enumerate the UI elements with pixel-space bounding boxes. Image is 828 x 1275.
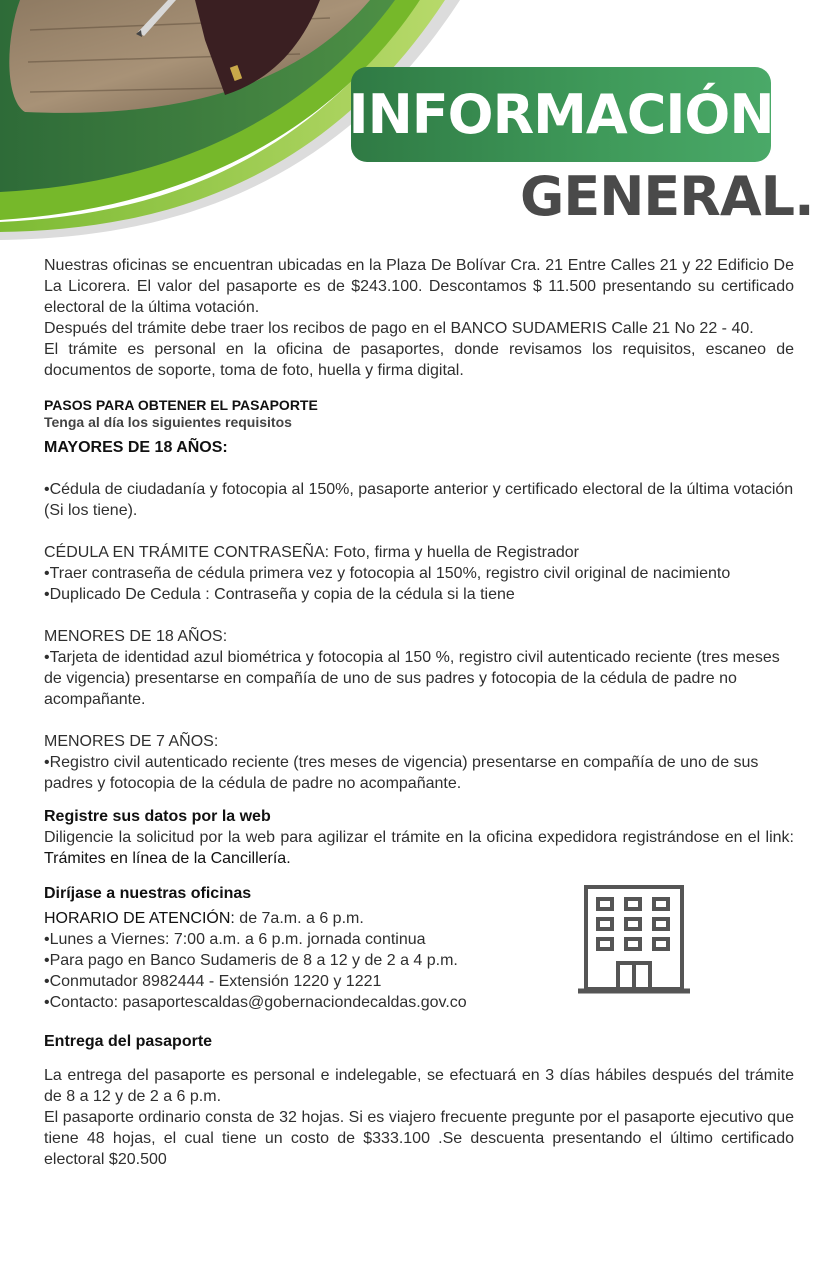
- intro-paragraph-1: Nuestras oficinas se encuentran ubicadas en la Plaza De Bolívar Cra. 21 Entre Calles 21 y 22 Edificio De La Licorera. El valor del pasaporte es de $243.100. Descontamos $ 11.500 presentando su certificado electoral de la última votación.: [44, 257, 794, 316]
- steps-heading: PASOS PARA OBTENER EL PASAPORTE: [44, 397, 318, 413]
- horario-label: HORARIO DE ATENCIÓN:: [44, 910, 235, 927]
- oficinas-section: [44, 883, 794, 1013]
- cedula-heading: CÉDULA EN TRÁMITE CONTRASEÑA: Foto, firma y huella de Registrador: [44, 544, 579, 561]
- steps-subheading: Tenga al día los siguientes requisitos: [44, 414, 292, 430]
- page-subtitle: GENERAL.: [520, 165, 814, 228]
- intro-paragraph-3: El trámite es personal en la oficina de pasaportes, donde revisamos los requisitos, escaneo de documentos de soporte, toma de foto, huella y firma digital.: [44, 341, 794, 379]
- title-box: [348, 67, 774, 162]
- menores18-item-1: •Tarjeta de identidad azul biométrica y fotocopia al 150 %, registro civil autenticado reciente (tres meses de vigencia) presentarse en compañía de uno de sus padres y fotocopia de la cédula de padre no acompañante.: [44, 649, 780, 708]
- mayores-heading: MAYORES DE 18 AÑOS:: [44, 439, 228, 456]
- entrega-paragraph-1: La entrega del pasaporte es personal e indelegable, se efectuará en 3 días hábiles después del trámite de 8 a 12 y de 2 a 6 p.m.: [44, 1067, 794, 1105]
- cedula-item-1: •Traer contraseña de cédula primera vez y fotocopia al 150%, registro civil original de nacimiento: [44, 565, 731, 582]
- mayores-item-1: •Cédula de ciudadanía y fotocopia al 150%, pasaporte anterior y certificado electoral de la última votación (Si los tiene).: [44, 481, 794, 519]
- oficinas-item-1: •Lunes a Viernes: 7:00 a.m. a 6 p.m. jornada continua: [44, 931, 426, 948]
- cedula-item-2: •Duplicado De Cedula : Contraseña y copia de la cédula si la tiene: [44, 586, 515, 603]
- cancilleria-link[interactable]: Trámites en línea de la Cancillería.: [44, 850, 291, 867]
- menores18-heading: MENORES DE 18 AÑOS:: [44, 628, 228, 645]
- registro-text-body: Diligencie la solicitud por la web para agilizar el trámite en la oficina expedidora registrándose en el link:: [44, 829, 794, 846]
- intro-paragraph-2: Después del trámite debe traer los recibos de pago en el BANCO SUDAMERIS Calle 21 No 22 - 40.: [44, 320, 754, 337]
- registro-text: [44, 827, 794, 869]
- header-banner: [0, 0, 828, 240]
- registro-heading: Registre sus datos por la web: [44, 808, 271, 825]
- menores7-heading: MENORES DE 7 AÑOS:: [44, 733, 219, 750]
- building-icon: [578, 883, 690, 997]
- menores7-item-1: •Registro civil autenticado reciente (tres meses de vigencia) presentarse en compañía de uno de sus padres y fotocopia de la cédula de padre no acompañante.: [44, 754, 759, 792]
- oficinas-item-3: •Conmutador 8982444 - Extensión 1220 y 1221: [44, 973, 382, 990]
- entrega-paragraph-2: El pasaporte ordinario consta de 32 hojas. Si es viajero frecuente pregunte por el pasaporte ejecutivo que tiene 48 hojas, el cual tiene un costo de $333.100 .Se descuenta presentando el último certificado electoral $20.500: [44, 1109, 794, 1168]
- entrega-heading: Entrega del pasaporte: [44, 1033, 213, 1050]
- page-title: INFORMACIÓN: [348, 83, 774, 146]
- horario-value: de 7a.m. a 6 p.m.: [234, 910, 364, 927]
- oficinas-heading: Diríjase a nuestras oficinas: [44, 885, 252, 902]
- main-content: [44, 255, 794, 1170]
- oficinas-item-4: •Contacto: pasaportescaldas@gobernaciondecaldas.gov.co: [44, 994, 467, 1011]
- oficinas-item-2: •Para pago en Banco Sudameris de 8 a 12 y de 2 a 4 p.m.: [44, 952, 458, 969]
